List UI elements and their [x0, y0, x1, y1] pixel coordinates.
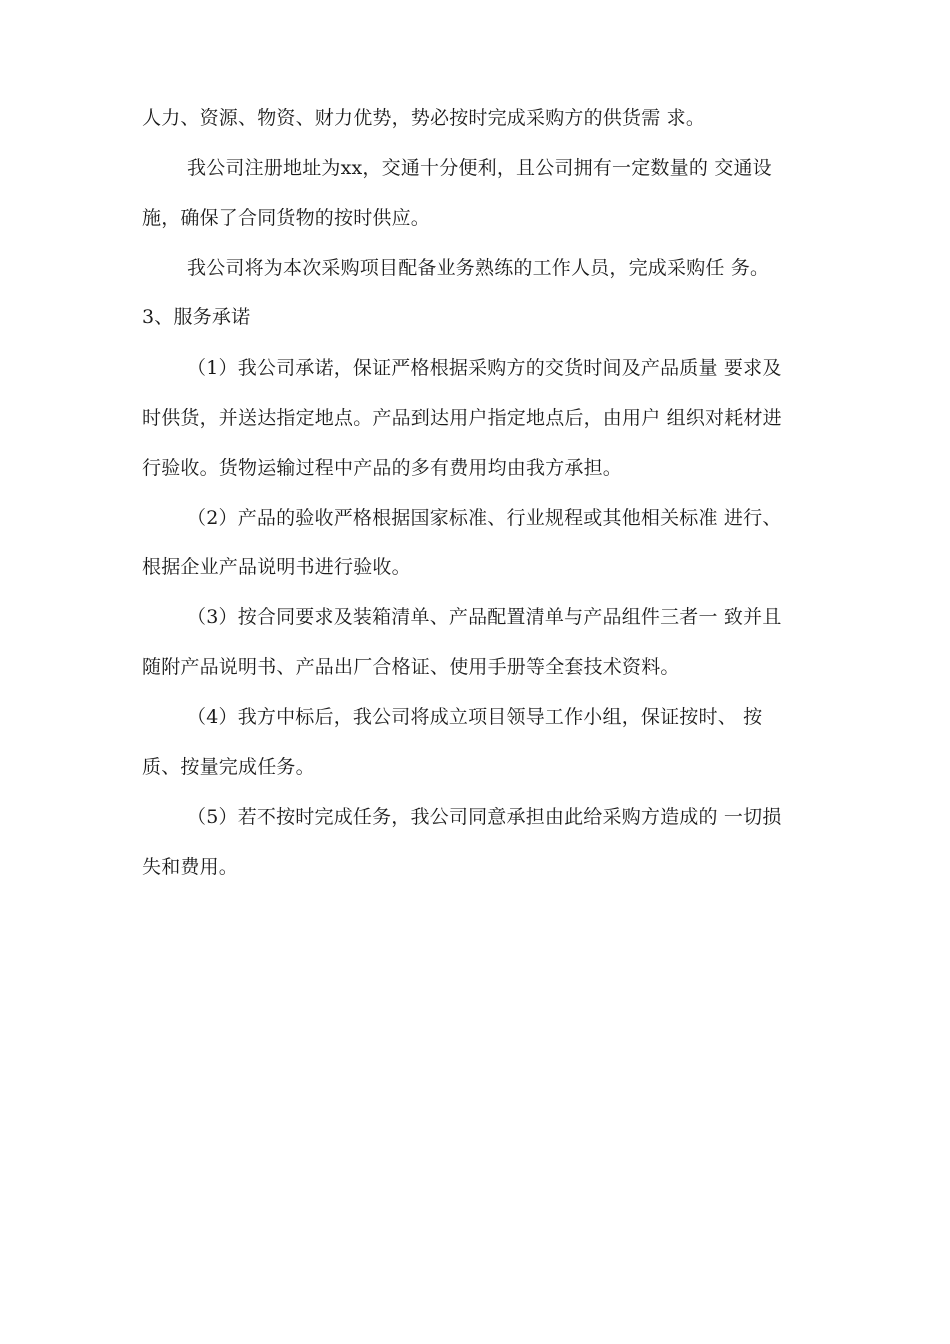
- text-line: 时供货，并送达指定地点。产品到达用户指定地点后，由用户 组织对耗材进: [142, 407, 782, 429]
- text-line: （2）产品的验收严格根据国家标准、行业规程或其他相关标准 进行、: [187, 507, 782, 529]
- text-line: 我公司注册地址为xx，交通十分便利，且公司拥有一定数量的 交通设: [187, 157, 772, 179]
- text-line: 随附产品说明书、产品出厂合格证、使用手册等全套技术资料。: [142, 656, 680, 678]
- text-line: 质、按量完成任务。: [142, 756, 315, 778]
- text-line: （3）按合同要求及装箱清单、产品配置清单与产品组件三者一 致并且: [187, 606, 782, 628]
- text-line: 我公司将为本次采购项目配备业务熟练的工作人员，完成采购任 务。: [187, 257, 770, 279]
- text-line: 行验收。货物运输过程中产品的多有费用均由我方承担。: [142, 457, 623, 479]
- text-line: 施，确保了合同货物的按时供应。: [142, 207, 431, 229]
- text-line: 失和费用。: [142, 856, 239, 878]
- text-line: 人力、资源、物资、财力优势，势必按时完成采购方的供货需 求。: [142, 107, 706, 129]
- section-heading: 3、服务承诺: [142, 306, 251, 328]
- text-line: （4）我方中标后，我公司将成立项目领导工作小组，保证按时、 按: [187, 706, 763, 728]
- text-line: （1）我公司承诺，保证严格根据采购方的交货时间及产品质量 要求及: [187, 357, 782, 379]
- text-line: （5）若不按时完成任务，我公司同意承担由此给采购方造成的 一切损: [187, 806, 782, 828]
- text-line: 根据企业产品说明书进行验收。: [142, 556, 411, 578]
